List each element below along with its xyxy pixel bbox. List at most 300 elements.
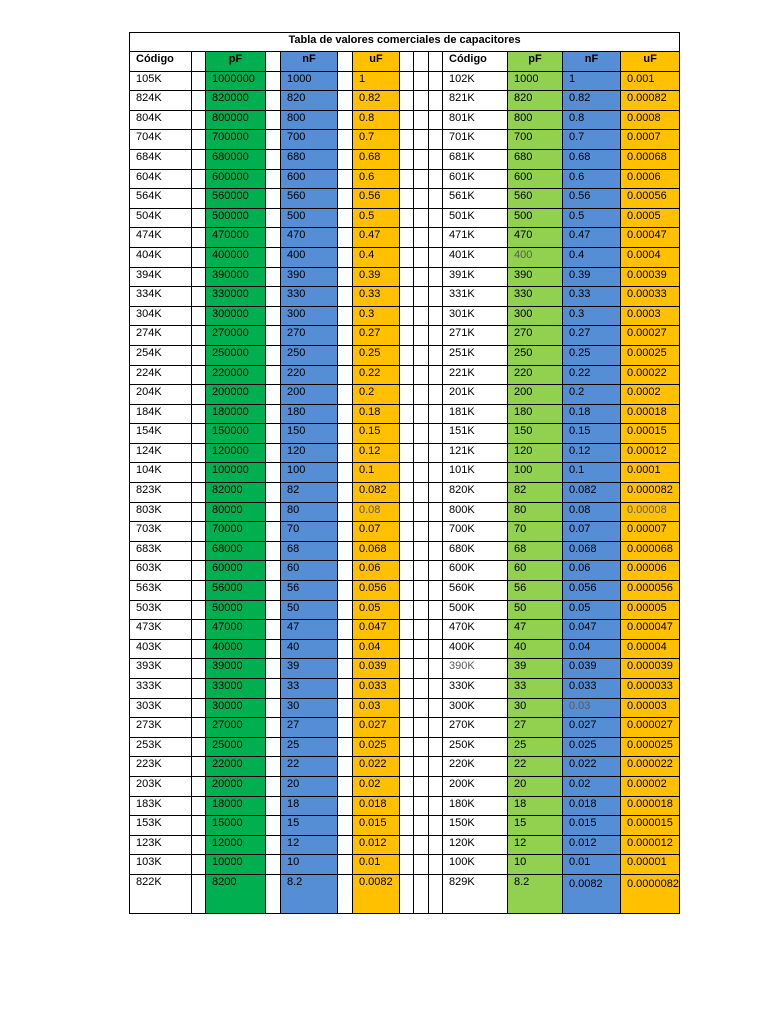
uf-right-cell: 0.00012 (621, 443, 680, 463)
nf-right-cell: 0.033 (563, 679, 621, 699)
nf-left-cell: 600 (281, 169, 338, 189)
uf-left-cell: 0.27 (353, 326, 400, 346)
uf-left-cell: 0.7 (353, 130, 400, 150)
table-row (130, 639, 680, 659)
pf-left-cell: 80000 (206, 502, 266, 522)
pf-left-cell: 600000 (206, 169, 266, 189)
code-right-cell: 560K (443, 581, 508, 601)
uf-left-cell: 0.04 (353, 639, 400, 659)
pf-left-cell: 470000 (206, 228, 266, 248)
pf-right-cell: 220 (508, 365, 563, 385)
pf-left-cell: 680000 (206, 149, 266, 169)
code-left-cell: 105K (130, 71, 192, 91)
code-left-cell: 183K (130, 796, 192, 816)
nf-right-cell: 0.03 (563, 698, 621, 718)
nf-left-cell: 15 (281, 816, 338, 836)
pf-left-cell: 1000000 (206, 71, 266, 91)
nf-left-cell: 100 (281, 463, 338, 483)
nf-left-cell: 25 (281, 737, 338, 757)
code-right-cell: 180K (443, 796, 508, 816)
table-row (130, 189, 680, 209)
table-row (130, 581, 680, 601)
nf-right-cell: 0.056 (563, 581, 621, 601)
nf-right-cell: 0.25 (563, 345, 621, 365)
uf-left-cell: 0.056 (353, 581, 400, 601)
code-right-cell: 251K (443, 345, 508, 365)
pf-left-cell: 100000 (206, 463, 266, 483)
uf-left-cell: 0.33 (353, 287, 400, 307)
uf-left-cell: 0.15 (353, 424, 400, 444)
nf-left-cell: 120 (281, 443, 338, 463)
pf-right-cell: 33 (508, 679, 563, 699)
uf-left-cell: 0.25 (353, 345, 400, 365)
nf-left-cell: 300 (281, 306, 338, 326)
pf-right-cell: 100 (508, 463, 563, 483)
code-right-cell: 471K (443, 228, 508, 248)
pf-right-cell: 200 (508, 385, 563, 405)
uf-left-cell: 0.08 (353, 502, 400, 522)
uf-right-cell: 0.00027 (621, 326, 680, 346)
uf-left-cell: 0.1 (353, 463, 400, 483)
uf-left-cell: 0.02 (353, 776, 400, 796)
code-right-cell: 400K (443, 639, 508, 659)
nf-left-cell: 39 (281, 659, 338, 679)
code-right-cell: 401K (443, 247, 508, 267)
code-right-cell: 681K (443, 149, 508, 169)
nf-left-cell: 8.2 (281, 874, 338, 913)
nf-right-cell: 0.7 (563, 130, 621, 150)
uf-left-cell: 0.018 (353, 796, 400, 816)
code-right-cell: 800K (443, 502, 508, 522)
pf-right-cell: 60 (508, 561, 563, 581)
uf-right-cell: 0.0003 (621, 306, 680, 326)
nf-right-cell: 0.022 (563, 757, 621, 777)
nf-right-cell: 0.1 (563, 463, 621, 483)
nf-left-cell: 250 (281, 345, 338, 365)
code-left-cell: 804K (130, 110, 192, 130)
code-right-cell: 102K (443, 71, 508, 91)
table-row (130, 443, 680, 463)
pf-right-cell: 180 (508, 404, 563, 424)
code-left-cell: 563K (130, 581, 192, 601)
nf-right-cell: 0.01 (563, 855, 621, 875)
table-row (130, 561, 680, 581)
nf-right-cell: 0.6 (563, 169, 621, 189)
code-left-cell: 103K (130, 855, 192, 875)
code-right-cell: 701K (443, 130, 508, 150)
table-row (130, 91, 680, 111)
pf-left-cell: 560000 (206, 189, 266, 209)
uf-right-cell: 0.000012 (621, 835, 680, 855)
code-right-cell: 801K (443, 110, 508, 130)
table-row (130, 698, 680, 718)
code-left-cell: 823K (130, 483, 192, 503)
pf-right-cell: 10 (508, 855, 563, 875)
uf-left-cell: 0.0082 (353, 874, 400, 913)
table-row (130, 110, 680, 130)
nf-left-cell: 80 (281, 502, 338, 522)
pf-right-cell: 68 (508, 541, 563, 561)
nf-right-cell: 0.22 (563, 365, 621, 385)
table-row (130, 737, 680, 757)
uf-right-cell: 0.00008 (621, 502, 680, 522)
uf-left-cell: 0.027 (353, 718, 400, 738)
pf-left-cell: 56000 (206, 581, 266, 601)
uf-right-cell: 0.000056 (621, 581, 680, 601)
code-right-cell: 600K (443, 561, 508, 581)
pf-right-cell: 700 (508, 130, 563, 150)
pf-left-cell: 50000 (206, 600, 266, 620)
uf-left-cell: 0.18 (353, 404, 400, 424)
nf-left-cell: 470 (281, 228, 338, 248)
code-right-cell: 501K (443, 208, 508, 228)
code-left-cell: 303K (130, 698, 192, 718)
pf-left-cell: 15000 (206, 816, 266, 836)
pf-left-cell: 330000 (206, 287, 266, 307)
header-pf-right: pF (508, 52, 563, 72)
pf-right-cell: 39 (508, 659, 563, 679)
code-right-cell: 820K (443, 483, 508, 503)
code-left-cell: 124K (130, 443, 192, 463)
nf-left-cell: 700 (281, 130, 338, 150)
code-left-cell: 684K (130, 149, 192, 169)
code-right-cell: 200K (443, 776, 508, 796)
code-right-cell: 680K (443, 541, 508, 561)
pf-left-cell: 39000 (206, 659, 266, 679)
code-right-cell: 271K (443, 326, 508, 346)
nf-left-cell: 400 (281, 247, 338, 267)
nf-left-cell: 70 (281, 522, 338, 542)
pf-left-cell: 82000 (206, 483, 266, 503)
uf-left-cell: 0.05 (353, 600, 400, 620)
pf-right-cell: 20 (508, 776, 563, 796)
code-right-cell: 300K (443, 698, 508, 718)
header-nf-right: nF (563, 52, 621, 72)
capacitor-values-table (129, 32, 680, 914)
pf-right-cell: 40 (508, 639, 563, 659)
uf-right-cell: 0.0000082 (621, 874, 680, 913)
nf-left-cell: 270 (281, 326, 338, 346)
uf-right-cell: 0.00007 (621, 522, 680, 542)
table-row (130, 149, 680, 169)
uf-right-cell: 0.000018 (621, 796, 680, 816)
pf-left-cell: 27000 (206, 718, 266, 738)
header-row (130, 52, 680, 72)
table-row (130, 874, 680, 913)
code-left-cell: 304K (130, 306, 192, 326)
code-right-cell: 270K (443, 718, 508, 738)
uf-right-cell: 0.0004 (621, 247, 680, 267)
pf-left-cell: 33000 (206, 679, 266, 699)
nf-left-cell: 220 (281, 365, 338, 385)
nf-right-cell: 0.047 (563, 620, 621, 640)
pf-right-cell: 330 (508, 287, 563, 307)
table-row (130, 463, 680, 483)
uf-left-cell: 0.12 (353, 443, 400, 463)
uf-right-cell: 0.00002 (621, 776, 680, 796)
uf-left-cell: 0.6 (353, 169, 400, 189)
nf-left-cell: 60 (281, 561, 338, 581)
table-row (130, 326, 680, 346)
pf-left-cell: 8200 (206, 874, 266, 913)
header-nf-left: nF (281, 52, 338, 72)
pf-right-cell: 50 (508, 600, 563, 620)
pf-right-cell: 30 (508, 698, 563, 718)
nf-right-cell: 0.47 (563, 228, 621, 248)
nf-right-cell: 0.08 (563, 502, 621, 522)
uf-right-cell: 0.0007 (621, 130, 680, 150)
pf-right-cell: 560 (508, 189, 563, 209)
table-row (130, 835, 680, 855)
table-row (130, 424, 680, 444)
pf-left-cell: 500000 (206, 208, 266, 228)
code-left-cell: 603K (130, 561, 192, 581)
nf-right-cell: 0.068 (563, 541, 621, 561)
nf-right-cell: 0.0082 (563, 874, 621, 913)
uf-right-cell: 0.0005 (621, 208, 680, 228)
uf-left-cell: 0.012 (353, 835, 400, 855)
nf-right-cell: 0.02 (563, 776, 621, 796)
code-left-cell: 403K (130, 639, 192, 659)
table-row (130, 659, 680, 679)
uf-left-cell: 1 (353, 71, 400, 91)
table-row (130, 855, 680, 875)
code-right-cell: 330K (443, 679, 508, 699)
code-left-cell: 404K (130, 247, 192, 267)
nf-left-cell: 200 (281, 385, 338, 405)
uf-left-cell: 0.5 (353, 208, 400, 228)
nf-right-cell: 0.15 (563, 424, 621, 444)
nf-right-cell: 0.018 (563, 796, 621, 816)
uf-right-cell: 0.0006 (621, 169, 680, 189)
pf-left-cell: 68000 (206, 541, 266, 561)
nf-right-cell: 0.4 (563, 247, 621, 267)
code-left-cell: 504K (130, 208, 192, 228)
nf-left-cell: 30 (281, 698, 338, 718)
nf-left-cell: 330 (281, 287, 338, 307)
nf-left-cell: 40 (281, 639, 338, 659)
nf-right-cell: 0.082 (563, 483, 621, 503)
nf-left-cell: 33 (281, 679, 338, 699)
pf-right-cell: 600 (508, 169, 563, 189)
code-right-cell: 120K (443, 835, 508, 855)
code-right-cell: 331K (443, 287, 508, 307)
pf-right-cell: 800 (508, 110, 563, 130)
pf-right-cell: 70 (508, 522, 563, 542)
pf-left-cell: 390000 (206, 267, 266, 287)
uf-right-cell: 0.000082 (621, 483, 680, 503)
code-right-cell: 301K (443, 306, 508, 326)
code-left-cell: 203K (130, 776, 192, 796)
nf-right-cell: 0.2 (563, 385, 621, 405)
uf-right-cell: 0.00082 (621, 91, 680, 111)
code-left-cell: 394K (130, 267, 192, 287)
code-right-cell: 470K (443, 620, 508, 640)
code-left-cell: 224K (130, 365, 192, 385)
code-right-cell: 151K (443, 424, 508, 444)
uf-right-cell: 0.000027 (621, 718, 680, 738)
uf-right-cell: 0.00003 (621, 698, 680, 718)
pf-left-cell: 200000 (206, 385, 266, 405)
pf-left-cell: 220000 (206, 365, 266, 385)
pf-left-cell: 60000 (206, 561, 266, 581)
uf-right-cell: 0.000015 (621, 816, 680, 836)
code-right-cell: 100K (443, 855, 508, 875)
uf-right-cell: 0.00022 (621, 365, 680, 385)
code-right-cell: 181K (443, 404, 508, 424)
code-left-cell: 564K (130, 189, 192, 209)
uf-left-cell: 0.2 (353, 385, 400, 405)
uf-right-cell: 0.0008 (621, 110, 680, 130)
uf-right-cell: 0.0001 (621, 463, 680, 483)
nf-left-cell: 18 (281, 796, 338, 816)
uf-right-cell: 0.00001 (621, 855, 680, 875)
nf-left-cell: 150 (281, 424, 338, 444)
nf-left-cell: 560 (281, 189, 338, 209)
pf-left-cell: 70000 (206, 522, 266, 542)
code-right-cell: 201K (443, 385, 508, 405)
table-row (130, 404, 680, 424)
uf-left-cell: 0.068 (353, 541, 400, 561)
pf-right-cell: 8.2 (508, 874, 563, 913)
nf-left-cell: 82 (281, 483, 338, 503)
code-left-cell: 334K (130, 287, 192, 307)
pf-left-cell: 25000 (206, 737, 266, 757)
table-row (130, 679, 680, 699)
code-left-cell: 253K (130, 737, 192, 757)
code-right-cell: 220K (443, 757, 508, 777)
pf-left-cell: 150000 (206, 424, 266, 444)
pf-right-cell: 500 (508, 208, 563, 228)
nf-right-cell: 0.12 (563, 443, 621, 463)
nf-left-cell: 20 (281, 776, 338, 796)
uf-right-cell: 0.00033 (621, 287, 680, 307)
pf-right-cell: 250 (508, 345, 563, 365)
code-left-cell: 604K (130, 169, 192, 189)
table-row (130, 757, 680, 777)
pf-left-cell: 12000 (206, 835, 266, 855)
table-row (130, 620, 680, 640)
uf-right-cell: 0.000068 (621, 541, 680, 561)
nf-right-cell: 0.3 (563, 306, 621, 326)
uf-right-cell: 0.00018 (621, 404, 680, 424)
uf-left-cell: 0.82 (353, 91, 400, 111)
nf-right-cell: 0.68 (563, 149, 621, 169)
uf-left-cell: 0.3 (353, 306, 400, 326)
nf-left-cell: 180 (281, 404, 338, 424)
uf-left-cell: 0.56 (353, 189, 400, 209)
nf-left-cell: 390 (281, 267, 338, 287)
uf-left-cell: 0.68 (353, 149, 400, 169)
table-row (130, 502, 680, 522)
nf-left-cell: 10 (281, 855, 338, 875)
uf-left-cell: 0.8 (353, 110, 400, 130)
code-right-cell: 500K (443, 600, 508, 620)
uf-right-cell: 0.00068 (621, 149, 680, 169)
pf-left-cell: 250000 (206, 345, 266, 365)
uf-right-cell: 0.00047 (621, 228, 680, 248)
pf-right-cell: 820 (508, 91, 563, 111)
table-row (130, 71, 680, 91)
uf-right-cell: 0.00004 (621, 639, 680, 659)
pf-right-cell: 56 (508, 581, 563, 601)
table-row (130, 287, 680, 307)
pf-right-cell: 27 (508, 718, 563, 738)
nf-left-cell: 680 (281, 149, 338, 169)
code-right-cell: 700K (443, 522, 508, 542)
table-row (130, 306, 680, 326)
uf-right-cell: 0.001 (621, 71, 680, 91)
code-left-cell: 184K (130, 404, 192, 424)
nf-right-cell: 0.06 (563, 561, 621, 581)
nf-left-cell: 68 (281, 541, 338, 561)
code-right-cell: 601K (443, 169, 508, 189)
code-left-cell: 683K (130, 541, 192, 561)
nf-right-cell: 0.025 (563, 737, 621, 757)
code-left-cell: 503K (130, 600, 192, 620)
code-left-cell: 154K (130, 424, 192, 444)
code-left-cell: 824K (130, 91, 192, 111)
nf-left-cell: 22 (281, 757, 338, 777)
nf-left-cell: 800 (281, 110, 338, 130)
code-left-cell: 474K (130, 228, 192, 248)
code-left-cell: 104K (130, 463, 192, 483)
pf-left-cell: 120000 (206, 443, 266, 463)
code-right-cell: 391K (443, 267, 508, 287)
code-left-cell: 204K (130, 385, 192, 405)
pf-left-cell: 300000 (206, 306, 266, 326)
nf-left-cell: 820 (281, 91, 338, 111)
uf-right-cell: 0.0002 (621, 385, 680, 405)
header-codigo-right: Código (443, 52, 508, 72)
table-row (130, 718, 680, 738)
code-left-cell: 822K (130, 874, 192, 913)
nf-right-cell: 0.39 (563, 267, 621, 287)
header-uf-left: uF (353, 52, 400, 72)
uf-right-cell: 0.000022 (621, 757, 680, 777)
code-right-cell: 821K (443, 91, 508, 111)
nf-right-cell: 0.027 (563, 718, 621, 738)
code-left-cell: 254K (130, 345, 192, 365)
table-row (130, 776, 680, 796)
code-left-cell: 153K (130, 816, 192, 836)
nf-right-cell: 0.015 (563, 816, 621, 836)
uf-left-cell: 0.06 (353, 561, 400, 581)
code-left-cell: 273K (130, 718, 192, 738)
nf-right-cell: 1 (563, 71, 621, 91)
nf-right-cell: 0.07 (563, 522, 621, 542)
nf-left-cell: 500 (281, 208, 338, 228)
nf-right-cell: 0.18 (563, 404, 621, 424)
table-row (130, 208, 680, 228)
pf-right-cell: 18 (508, 796, 563, 816)
uf-left-cell: 0.022 (353, 757, 400, 777)
code-left-cell: 704K (130, 130, 192, 150)
uf-left-cell: 0.082 (353, 483, 400, 503)
pf-left-cell: 18000 (206, 796, 266, 816)
uf-left-cell: 0.07 (353, 522, 400, 542)
nf-right-cell: 0.5 (563, 208, 621, 228)
nf-left-cell: 27 (281, 718, 338, 738)
code-right-cell: 561K (443, 189, 508, 209)
uf-right-cell: 0.000047 (621, 620, 680, 640)
code-right-cell: 101K (443, 463, 508, 483)
table-row (130, 541, 680, 561)
code-left-cell: 473K (130, 620, 192, 640)
nf-right-cell: 0.82 (563, 91, 621, 111)
pf-right-cell: 80 (508, 502, 563, 522)
table-row (130, 522, 680, 542)
